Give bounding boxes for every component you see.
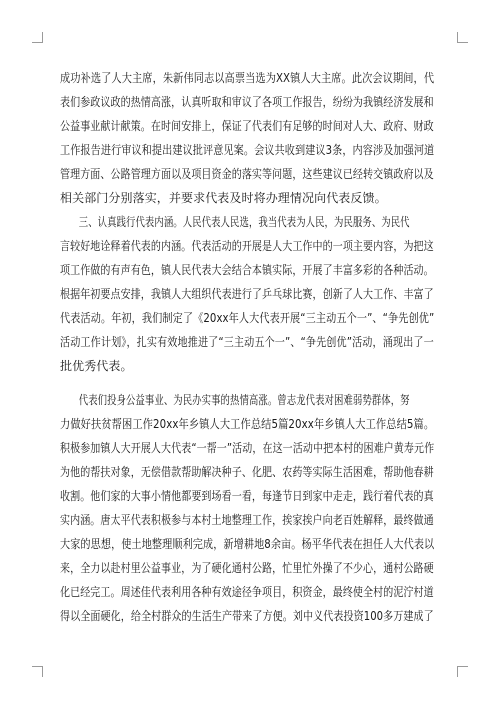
text-line: 工作报告进行审议和提出建议批评意见案。会议共收到建议3条，内容涉及加强河道 [60,143,435,157]
text-line: 化已经完工。周述佳代表利用各种有效途径争项目，积资金，最终使全村的泥泞村道 [60,585,434,599]
text-line: 积极参加镇人大开展人大代表“一帮一”活动，在这一活动中把本村的困难户黄寿元作 [60,441,435,455]
text-line: 代表活动。年初，我们制定了《20xx年人大代表开展“三主动五个一”、“争先创优” [60,311,435,325]
text-line: 成功补选了人大主席，朱新伟同志以高票当选为XX镇人大主席。此次会议期间，代 [60,71,435,85]
text-line: 力做好扶贫帮困工作20xx年乡镇人大工作总结5篇20xx年乡镇人大工作总结5篇。 [60,417,435,431]
text-line: 根据年初要点安排，我镇人大组织代表进行了乒乓球比赛，创新了人大工作、丰富了 [60,287,434,301]
paragraph-2 [60,210,434,378]
text-line: 公益事业献计献策。在时间安排上，保证了代表们有足够的时间对人大、政府、财政 [60,119,434,133]
text-line: 言较好地诠释着代表的内涵。代表活动的开展是人大工作中的一项主要内容，为把这 [60,239,434,253]
text-line: 活动工作计划》，扎实有效地推进了“三主动五个一”、“争先创优”活动，涌现出了一 [60,335,434,349]
text-line: 三、认真践行代表内涵。人民代表人民选，我当代表为人民，为民服务、为民代 [78,215,410,229]
crop-mark-bottom-left [32,666,43,677]
crop-mark-top-right [457,32,468,43]
text-line: 实内涵。唐太平代表积极参与本村土地整理工作，挨家挨户向老百姓解释，最终做通 [60,513,434,527]
text-line: 代表们投身公益事业、为民办实事的热情高涨。曾志龙代表对困难弱势群体，努 [78,393,410,407]
text-line: 得以全面硬化，给全村群众的生活生产带来了方便。刘中义代表投资100多万建成了 [60,609,434,623]
text-line: 相关部门分别落实，并要求代表及时将办理情况向代表反馈。 [60,191,387,205]
crop-mark-bottom-right [457,666,468,677]
paragraph-3 [60,388,434,628]
text-line: 为他的帮扶对象，无偿借款帮助解决种子、化肥、农药等实际生活困难，帮助他春耕 [60,465,434,479]
text-line: 批优秀代表。 [60,359,133,373]
text-line: 收割。他们家的大事小情他都要到场看一看，每逢节日到家中走走，践行着代表的真 [60,489,434,503]
text-line: 项工作做的有声有色，镇人民代表大会结合本镇实际，开展了丰富多彩的各种活动。 [60,263,434,277]
text-line: 管理方面、公路管理方面以及项目资金的落实等问题，这些建议已经转交镇政府以及 [60,167,434,181]
text-line: 表们参政议政的热情高涨，认真听取和审议了各项工作报告，纷纷为我镇经济发展和 [60,95,434,109]
paragraph-gap [60,378,434,388]
document-body [60,66,434,628]
text-line: 来，全力以赴村里公益事业，为了硬化通村公路，忙里忙外操了不少心，通村公路硬 [60,561,434,575]
crop-mark-top-left [32,32,43,43]
paragraph-1 [60,66,434,210]
text-line: 大家的思想，使土地整理顺利完成，新增耕地8余亩。杨平华代表在担任人大代表以 [60,537,435,551]
